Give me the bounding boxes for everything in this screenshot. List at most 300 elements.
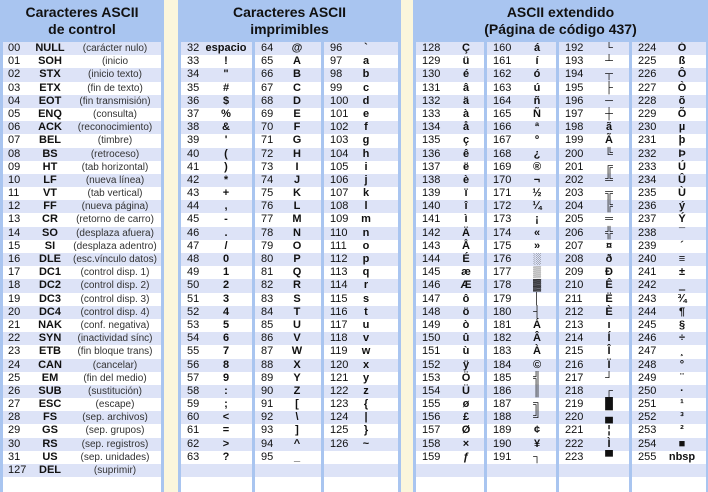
control-name-cell: ETX <box>39 81 61 94</box>
code-cell: 34 <box>187 68 200 81</box>
character-cell: Æ <box>460 279 472 292</box>
control-name-cell: FS <box>42 411 58 424</box>
character-cell: > <box>222 437 230 450</box>
character-cell: Y <box>293 371 301 384</box>
table-row <box>559 293 629 306</box>
character-cell: ║ <box>533 384 541 397</box>
code-cell: 72 <box>261 147 274 160</box>
description-cell: (inicio texto) <box>88 69 142 81</box>
character-cell: ▄ <box>605 411 613 424</box>
code-cell: 87 <box>261 345 274 358</box>
code-cell: 17 <box>8 266 21 279</box>
table-row <box>324 134 398 147</box>
extended-panel <box>413 0 708 492</box>
table-row <box>3 279 161 292</box>
extended-column <box>487 42 556 492</box>
table-row <box>324 266 398 279</box>
extended-column <box>632 42 706 492</box>
table-row <box>3 108 161 121</box>
code-cell: 131 <box>422 81 441 94</box>
table-row <box>255 385 321 398</box>
code-cell: 203 <box>565 187 584 200</box>
code-cell: 164 <box>493 94 512 107</box>
code-cell: 104 <box>330 147 349 160</box>
code-cell: 208 <box>565 253 584 265</box>
blank-row <box>487 477 556 490</box>
table-row <box>181 319 252 332</box>
code-cell: 50 <box>187 279 200 292</box>
table-row <box>181 227 252 240</box>
character-cell: ² <box>680 424 684 437</box>
code-cell: 64 <box>261 42 274 54</box>
table-row <box>416 174 484 187</box>
extended-column <box>559 42 629 492</box>
blank-row <box>559 477 629 490</box>
character-cell: ¯ <box>678 226 686 239</box>
table-row <box>632 68 706 81</box>
character-cell: - <box>224 213 228 226</box>
code-cell: 128 <box>422 42 441 54</box>
code-cell: 150 <box>422 332 441 345</box>
character-cell: ) <box>224 160 228 173</box>
code-cell: 12 <box>8 200 21 213</box>
control-name-cell: DC1 <box>38 266 61 279</box>
character-cell: ] <box>295 424 299 437</box>
character-cell: C <box>293 81 301 94</box>
character-cell: ñ <box>533 94 541 107</box>
code-cell: 176 <box>493 253 512 265</box>
table-row <box>324 345 398 358</box>
code-cell: 142 <box>422 226 441 239</box>
character-cell: H <box>293 147 301 160</box>
code-cell: 175 <box>493 239 512 252</box>
table-row <box>559 306 629 319</box>
table-row <box>559 82 629 95</box>
description-cell: (esc.vínculo datos) <box>73 254 157 265</box>
code-cell: 213 <box>565 318 584 331</box>
code-cell: 80 <box>261 253 274 265</box>
control-name-cell: STX <box>39 68 61 81</box>
table-row <box>559 279 629 292</box>
control-name-cell: BEL <box>39 134 61 147</box>
code-cell: 250 <box>638 384 657 397</box>
table-row <box>559 411 629 424</box>
character-cell: T <box>293 305 301 318</box>
code-cell: 57 <box>187 371 200 384</box>
code-cell: 38 <box>187 121 200 134</box>
table-row <box>255 148 321 161</box>
code-cell: 74 <box>261 173 274 186</box>
code-cell: 09 <box>8 160 21 173</box>
description-cell: (consulta) <box>93 108 137 120</box>
table-row <box>632 187 706 200</box>
description-cell: (sep. unidades) <box>80 451 150 463</box>
character-cell: E <box>293 107 301 120</box>
code-cell: 152 <box>422 358 441 371</box>
code-cell: 30 <box>8 437 21 450</box>
code-cell: 54 <box>187 332 200 345</box>
code-cell: 106 <box>330 173 349 186</box>
table-row <box>324 55 398 68</box>
description-cell: (control disp. 4) <box>80 306 150 318</box>
character-cell: W <box>291 345 303 358</box>
code-cell: 13 <box>8 213 21 226</box>
control-panel <box>0 0 164 492</box>
table-row <box>559 161 629 174</box>
table-row <box>3 148 161 161</box>
code-cell: 170 <box>493 173 512 186</box>
table-row <box>324 95 398 108</box>
table-row <box>181 293 252 306</box>
table-row <box>181 359 252 372</box>
table-row <box>3 187 161 200</box>
table-row <box>487 227 556 240</box>
control-name-cell: LF <box>43 173 57 186</box>
character-cell: Ý <box>678 213 686 226</box>
character-cell: G <box>292 134 302 147</box>
table-row <box>559 424 629 437</box>
character-cell: ½ <box>532 187 542 200</box>
character-cell: 6 <box>222 332 230 345</box>
table-row <box>632 319 706 332</box>
description-cell: (nueva página) <box>81 201 149 213</box>
code-cell: 117 <box>330 318 348 331</box>
table-row <box>181 385 252 398</box>
code-cell: 84 <box>261 305 274 318</box>
code-cell: 11 <box>8 187 20 200</box>
table-row <box>632 266 706 279</box>
table-row <box>3 213 161 226</box>
table-row <box>324 398 398 411</box>
code-cell: 25 <box>8 371 21 384</box>
table-row <box>324 108 398 121</box>
table-row <box>416 332 484 345</box>
table-row <box>3 306 161 319</box>
table-row <box>416 108 484 121</box>
character-cell: └ <box>605 42 613 54</box>
character-cell: s <box>362 292 370 305</box>
character-cell: ı <box>607 318 611 331</box>
table-row <box>632 200 706 213</box>
character-cell: p <box>362 253 370 265</box>
character-cell: N <box>293 226 301 239</box>
code-cell: 41 <box>187 160 200 173</box>
blank-row <box>324 477 398 490</box>
code-cell: 71 <box>261 134 274 147</box>
table-row <box>255 227 321 240</box>
character-cell: ÿ <box>462 358 470 371</box>
table-row <box>324 332 398 345</box>
code-cell: 96 <box>330 42 343 54</box>
table-row <box>632 213 706 226</box>
character-cell: ß <box>678 55 686 68</box>
character-cell: ! <box>224 55 228 68</box>
code-cell: 124 <box>330 411 349 424</box>
code-cell: 237 <box>638 213 657 226</box>
code-cell: 116 <box>330 305 348 318</box>
blank-row <box>416 477 484 490</box>
table-row <box>416 345 484 358</box>
code-cell: 181 <box>493 318 512 331</box>
description-cell: (reconocimiento) <box>77 122 153 134</box>
table-row <box>487 187 556 200</box>
character-cell: + <box>222 187 230 200</box>
control-name-cell: EOT <box>38 94 62 107</box>
character-cell: 4 <box>222 305 230 318</box>
table-row <box>324 319 398 332</box>
code-cell: 222 <box>565 437 584 450</box>
table-row <box>324 293 398 306</box>
code-cell: 138 <box>422 173 441 186</box>
code-cell: 219 <box>565 398 584 411</box>
table-row <box>559 240 629 253</box>
character-cell: ù <box>462 345 470 358</box>
character-cell: ¨ <box>680 371 684 384</box>
character-cell: ³ <box>680 411 684 424</box>
code-cell: 188 <box>493 411 512 424</box>
table-row <box>255 121 321 134</box>
table-row <box>3 293 161 306</box>
table-row <box>559 266 629 279</box>
description-cell: (sep. archivos) <box>82 412 148 424</box>
code-cell: 103 <box>330 134 349 147</box>
code-cell: 193 <box>565 55 584 68</box>
code-cell: 125 <box>330 424 349 437</box>
code-cell: 244 <box>638 305 657 318</box>
extended-title-line2: (Página de código 437) <box>484 21 637 37</box>
code-cell: 18 <box>8 279 21 292</box>
blank-row <box>632 477 706 490</box>
code-cell: 48 <box>187 253 200 265</box>
code-cell: 163 <box>493 81 512 94</box>
table-row <box>324 279 398 292</box>
table-row <box>181 411 252 424</box>
character-cell: Ë <box>605 292 613 305</box>
character-cell: Ü <box>462 384 470 397</box>
code-cell: 189 <box>493 424 512 437</box>
table-row <box>255 345 321 358</box>
code-cell: 14 <box>8 226 21 239</box>
code-cell: 251 <box>638 398 657 411</box>
code-cell: 114 <box>330 279 348 292</box>
character-cell: ä <box>462 94 470 107</box>
table-row <box>559 148 629 161</box>
character-cell: ░ <box>533 253 541 265</box>
character-cell: ¡ <box>535 213 539 226</box>
code-cell: 233 <box>638 160 657 173</box>
table-row <box>632 359 706 372</box>
character-cell: / <box>224 239 228 252</box>
table-row <box>255 161 321 174</box>
table-row <box>181 82 252 95</box>
code-cell: 89 <box>261 371 274 384</box>
character-cell: Ä <box>462 226 470 239</box>
table-row <box>632 345 706 358</box>
table-row <box>487 372 556 385</box>
character-cell: ¼ <box>532 200 542 213</box>
table-row <box>3 95 161 108</box>
blank-row <box>559 464 629 477</box>
table-row <box>487 306 556 319</box>
code-cell: 154 <box>422 384 441 397</box>
code-cell: 05 <box>8 107 21 120</box>
code-cell: 26 <box>8 384 21 397</box>
table-row <box>559 108 629 121</box>
table-row <box>3 240 161 253</box>
table-row <box>416 55 484 68</box>
table-row <box>559 372 629 385</box>
character-cell: ▒ <box>533 266 541 279</box>
code-cell: 230 <box>638 121 657 134</box>
character-cell: ¬ <box>533 173 541 186</box>
code-cell: 63 <box>187 450 200 463</box>
code-cell: 145 <box>422 266 441 279</box>
table-row <box>3 398 161 411</box>
character-cell: _ <box>293 450 301 463</box>
extended-title-line1: ASCII extendido <box>506 4 615 20</box>
table-row <box>324 240 398 253</box>
character-cell: ├ <box>605 81 613 94</box>
code-cell: 144 <box>422 253 441 265</box>
table-row <box>487 55 556 68</box>
table-row <box>324 306 398 319</box>
table-row <box>181 121 252 134</box>
character-cell: t <box>364 305 368 318</box>
code-cell: 177 <box>493 266 512 279</box>
code-cell: 187 <box>493 398 512 411</box>
character-cell: ó <box>533 68 541 81</box>
code-cell: 85 <box>261 318 274 331</box>
character-cell: ï <box>464 187 468 200</box>
code-cell: 211 <box>565 292 583 305</box>
code-cell: 220 <box>565 411 584 424</box>
code-cell: 226 <box>638 68 657 81</box>
table-row <box>632 306 706 319</box>
character-cell: ú <box>533 81 541 94</box>
character-cell: Ì <box>607 437 611 450</box>
character-cell: } <box>363 424 369 437</box>
code-cell: 68 <box>261 94 274 107</box>
table-row <box>255 293 321 306</box>
description-cell: (sustitución) <box>88 385 142 397</box>
control-table <box>3 42 161 492</box>
table-row <box>487 451 556 464</box>
table-row <box>416 161 484 174</box>
control-name-cell: SOH <box>38 55 62 68</box>
character-cell: i <box>364 160 368 173</box>
character-cell: ┬ <box>605 68 613 81</box>
code-cell: 196 <box>565 94 584 107</box>
table-row <box>181 451 252 464</box>
table-row <box>559 359 629 372</box>
code-cell: 95 <box>261 450 274 463</box>
code-cell: 109 <box>330 213 349 226</box>
character-cell: ƒ <box>462 450 470 463</box>
table-row <box>3 253 161 266</box>
table-row <box>632 438 706 451</box>
character-cell: Ö <box>461 371 471 384</box>
table-row <box>3 372 161 385</box>
code-cell: 36 <box>187 94 200 107</box>
table-row <box>416 148 484 161</box>
character-cell: ¢ <box>533 424 541 437</box>
printable-panel <box>178 0 401 492</box>
code-cell: 81 <box>261 266 274 279</box>
table-row <box>3 411 161 424</box>
table-row <box>324 42 398 55</box>
table-row <box>416 438 484 451</box>
table-row <box>181 424 252 437</box>
code-cell: 44 <box>187 200 200 213</box>
table-row <box>255 266 321 279</box>
character-cell: │ <box>533 292 541 305</box>
table-row <box>559 95 629 108</box>
character-cell: ¹ <box>680 398 684 411</box>
table-row <box>324 148 398 161</box>
character-cell: × <box>462 437 470 450</box>
table-row <box>3 424 161 437</box>
character-cell: ┐ <box>533 450 541 463</box>
character-cell: \ <box>295 411 299 424</box>
character-cell: ■ <box>678 437 686 450</box>
code-cell: 77 <box>261 213 274 226</box>
table-row <box>324 187 398 200</box>
character-cell: [ <box>295 398 299 411</box>
table-row <box>416 68 484 81</box>
code-cell: 207 <box>565 239 584 252</box>
table-row <box>632 134 706 147</box>
printable-title-line1: Caracteres ASCII <box>232 4 347 20</box>
table-row <box>559 385 629 398</box>
table-row <box>324 411 398 424</box>
table-row <box>3 82 161 95</box>
code-cell: 215 <box>565 345 584 358</box>
character-cell: Ù <box>678 187 686 200</box>
code-cell: 191 <box>493 450 512 463</box>
character-cell: & <box>222 121 230 134</box>
character-cell: d <box>362 94 370 107</box>
table-row <box>487 68 556 81</box>
table-row <box>487 108 556 121</box>
character-cell: 7 <box>222 345 230 358</box>
code-cell: 204 <box>565 200 584 213</box>
table-row <box>487 359 556 372</box>
table-row <box>181 372 252 385</box>
description-cell: (conf. negativa) <box>80 319 150 331</box>
code-cell: 10 <box>8 173 21 186</box>
character-cell: R <box>293 279 301 292</box>
description-cell: (cancelar) <box>92 359 138 371</box>
table-row <box>559 451 629 464</box>
table-row <box>181 187 252 200</box>
code-cell: 55 <box>187 345 200 358</box>
code-cell: 107 <box>330 187 349 200</box>
character-cell: Õ <box>677 107 687 120</box>
character-cell: u <box>362 318 370 331</box>
control-name-cell: DC3 <box>38 292 61 305</box>
table-row <box>3 438 161 451</box>
code-cell: 52 <box>187 305 200 318</box>
table-row <box>181 148 252 161</box>
character-cell: ÷ <box>678 332 686 345</box>
table-row <box>416 372 484 385</box>
code-cell: 218 <box>565 384 584 397</box>
blank-row <box>416 464 484 477</box>
table-row <box>416 200 484 213</box>
table-row <box>487 345 556 358</box>
table-row <box>181 68 252 81</box>
table-row <box>416 266 484 279</box>
